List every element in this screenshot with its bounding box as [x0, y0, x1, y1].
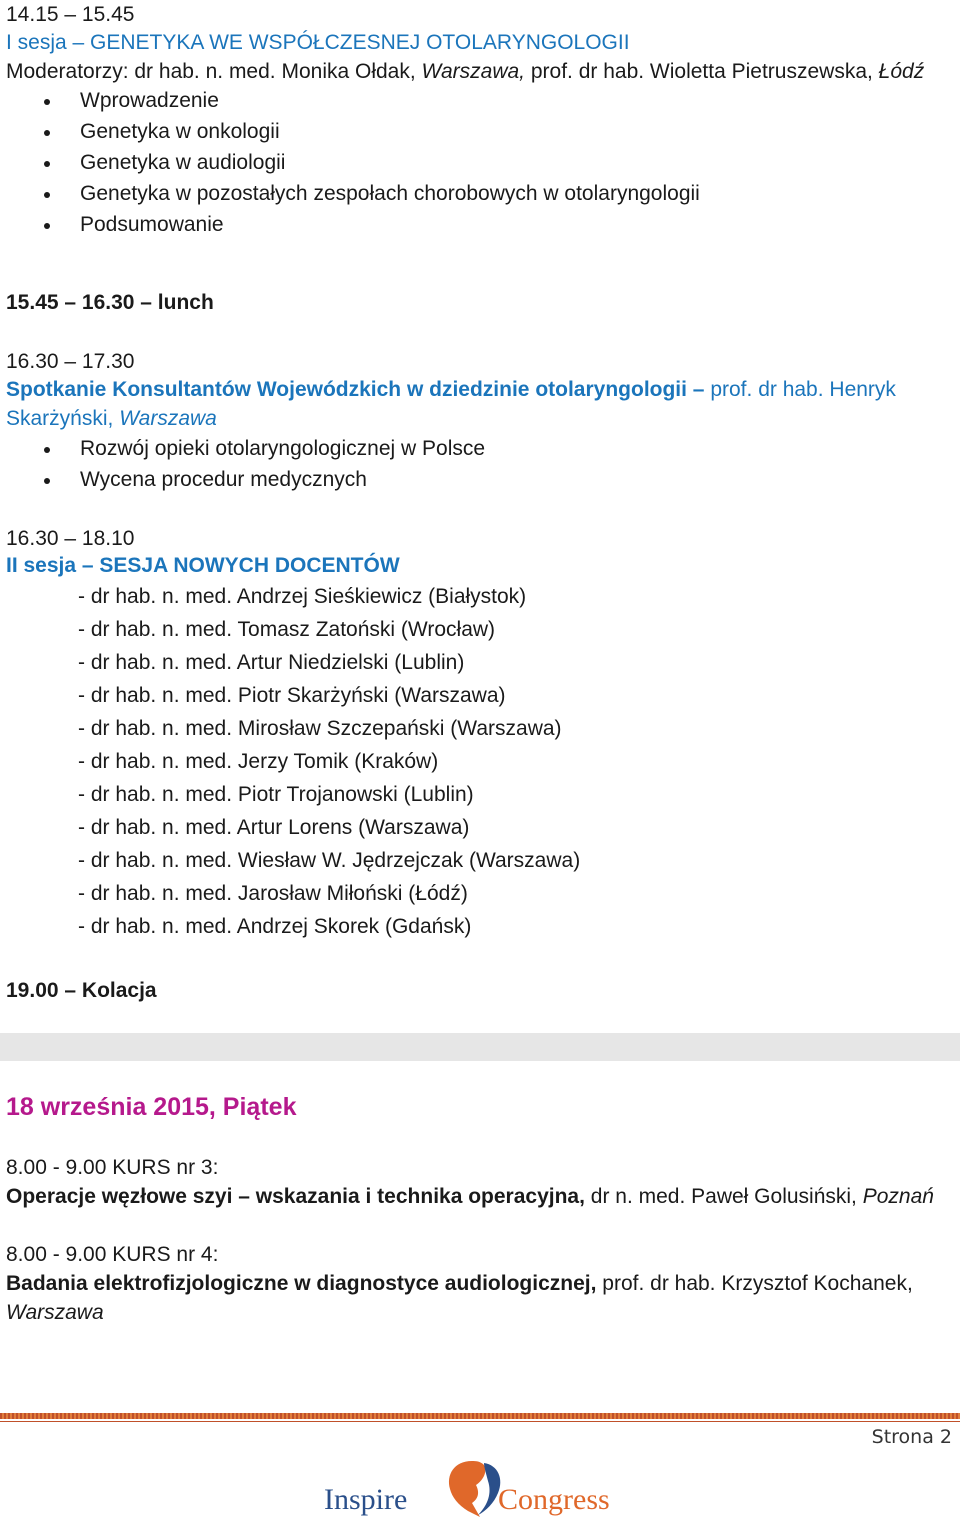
session2-time: 16.30 – 17.30	[6, 350, 135, 373]
speaker-list-item: - dr hab. n. med. Jerzy Tomik (Kraków)	[78, 750, 439, 773]
session2-title-line: Spotkanie Konsultantów Wojewódzkich w dziedzinie otolaryngologii – prof. dr hab. Henryk	[6, 378, 896, 401]
session1-topic-item: Wprowadzenie	[80, 89, 219, 112]
session1-title: I sesja – GENETYKA WE WSPÓŁCZESNEJ OTOLARYNGOLOGII	[6, 31, 630, 54]
speaker-list-item: - dr hab. n. med. Artur Niedzielski (Lublin)	[78, 651, 465, 674]
session1-topic-item: Podsumowanie	[80, 213, 224, 236]
speaker-list-item: - dr hab. n. med. Andrzej Skorek (Gdańsk)	[78, 915, 472, 938]
footer-rule-thin	[0, 1421, 960, 1422]
session1-topic-bullet-icon	[44, 130, 50, 136]
session1-topic-item: Genetyka w onkologii	[80, 120, 280, 143]
course3-time: 8.00 - 9.00 KURS nr 3:	[6, 1156, 219, 1179]
footer-rule	[0, 1413, 960, 1419]
course4-city: Warszawa	[6, 1301, 104, 1324]
session2-speaker-line: Skarżyński, Warszawa	[6, 407, 217, 430]
session1-moderators: Moderatorzy: dr hab. n. med. Monika Ołdak, Warszawa, prof. dr hab. Wioletta Pietruszewska, Łódź	[6, 60, 925, 83]
course4-time: 8.00 - 9.00 KURS nr 4:	[6, 1243, 219, 1266]
session1-topic-bullet-icon	[44, 192, 50, 198]
speaker-list-item: - dr hab. n. med. Tomasz Zatoński (Wrocław)	[78, 618, 496, 641]
course4-line: Badania elektrofizjologiczne w diagnostyce audiologicznej, prof. dr hab. Krzysztof Kochanek,	[6, 1272, 913, 1295]
course3-line: Operacje węzłowe szyi – wskazania i technika operacyjna, dr n. med. Paweł Golusiński, Poznań	[6, 1185, 934, 1208]
inspire-congress-logo	[322, 1455, 638, 1525]
session2-topic-item: Wycena procedur medycznych	[80, 468, 367, 491]
day-heading: 18 września 2015, Piątek	[6, 1093, 297, 1121]
session3-time: 16.30 – 18.10	[6, 527, 135, 550]
logo-word-congress: Congress	[498, 1483, 610, 1516]
session2-topic-bullet-icon	[44, 478, 50, 484]
logo-word-inspire: Inspire	[324, 1483, 408, 1516]
session2-topic-item: Rozwój opieki otolaryngologicznej w Polsce	[80, 437, 486, 460]
speaker-list-item: - dr hab. n. med. Artur Lorens (Warszawa)	[78, 816, 470, 839]
speaker-list-item: - dr hab. n. med. Jarosław Miłoński (Łódź)	[78, 882, 468, 905]
session3-title: II sesja – SESJA NOWYCH DOCENTÓW	[6, 554, 400, 577]
session1-topic-bullet-icon	[44, 99, 50, 105]
logo-head-silhouette-icon	[449, 1461, 485, 1517]
section-divider-band	[0, 1033, 960, 1061]
speaker-list-item: - dr hab. n. med. Andrzej Sieśkiewicz (Białystok)	[78, 585, 527, 608]
kolacja-line: 19.00 – Kolacja	[6, 979, 157, 1002]
session1-topic-item: Genetyka w audiologii	[80, 151, 286, 174]
lunch-line: 15.45 – 16.30 – lunch	[6, 291, 214, 314]
page-number: Strona 2	[871, 1426, 952, 1448]
session1-topic-bullet-icon	[44, 161, 50, 167]
speaker-list-item: - dr hab. n. med. Piotr Skarżyński (Warszawa)	[78, 684, 506, 707]
session1-topic-item: Genetyka w pozostałych zespołach chorobowych w otolaryngologii	[80, 182, 700, 205]
speaker-list-item: - dr hab. n. med. Piotr Trojanowski (Lublin)	[78, 783, 474, 806]
session1-topic-bullet-icon	[44, 223, 50, 229]
session2-topic-bullet-icon	[44, 447, 50, 453]
session1-time: 14.15 – 15.45	[6, 3, 135, 26]
speaker-list-item: - dr hab. n. med. Wiesław W. Jędrzejczak (Warszawa)	[78, 849, 581, 872]
speaker-list-item: - dr hab. n. med. Mirosław Szczepański (Warszawa)	[78, 717, 562, 740]
